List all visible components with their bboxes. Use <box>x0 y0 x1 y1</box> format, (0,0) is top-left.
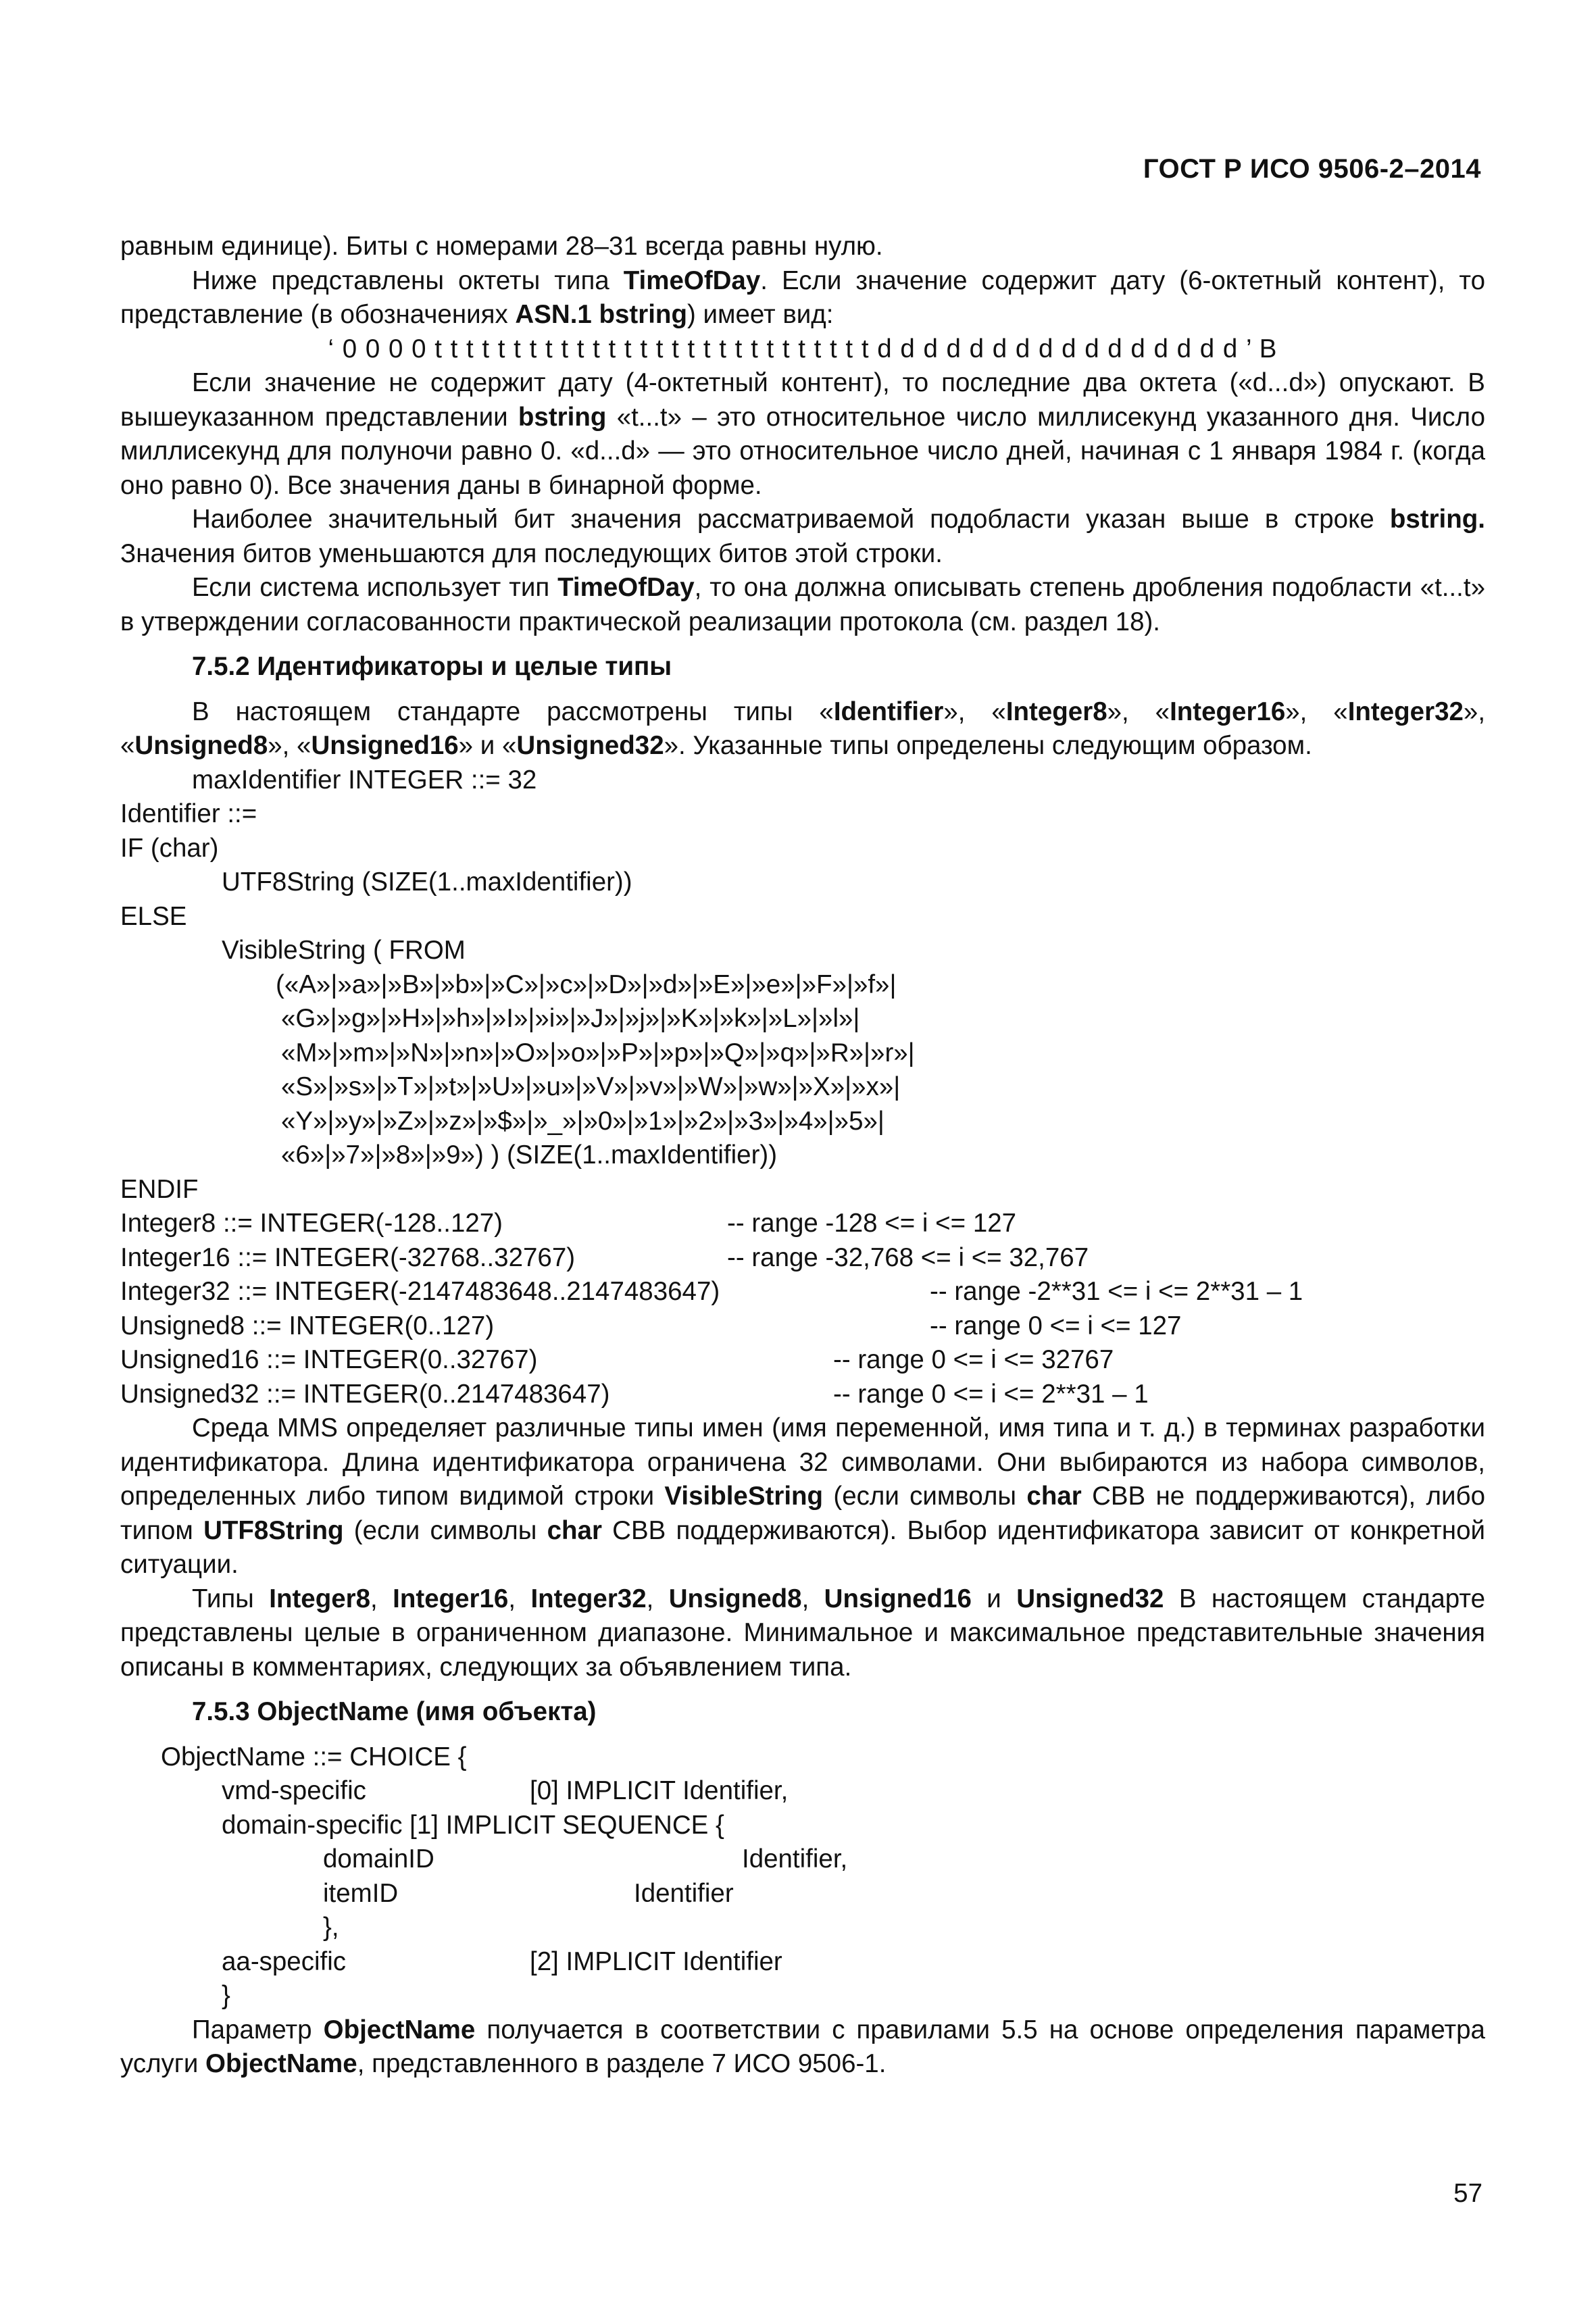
integer-definition-row: Integer16 ::= INTEGER(-32768..32767) -- range -32,768 <= i <= 32,767 <box>120 1242 1089 1272</box>
integer-type-definitions <box>120 1207 1485 1411</box>
code-line: ELSE <box>120 901 187 931</box>
paragraph: Типы Integer8, Integer16, Integer32, Unsigned8, Unsigned16 и Unsigned32 В настоящем стандарте представлены целые в ограниченном диапазоне. Минимальное и максимальное представительные значения описаны в комментариях, следующих за объявлением типа. <box>120 1584 1485 1682</box>
paragraph: Если значение не содержит дату (4-октетный контент), то последние два октета («d...d») опускают. В вышеуказанном представлении bstring «t...t» – это относительное число миллисекунд указанного дня. Число миллисекунд для полуночи равно 0. «d...d» — это относительное число дней, начиная с 1 января 1984 г. (когда оно равно 0). Все значения даны в бинарной форме. <box>120 368 1485 500</box>
paragraph: Параметр ObjectName получается в соответствии с правилами 5.5 на основе определения параметра услуги ObjectName, представленного в разделе 7 ИСО 9506-1. <box>120 2015 1485 2078</box>
code-line: «Y»|»y»|»Z»|»z»|»$»|»_»|»0»|»1»|»2»|»3»|»4»|»5»| <box>281 1106 884 1136</box>
code-line: domain-specific [1] IMPLICIT SEQUENCE { <box>222 1810 724 1840</box>
paragraph: Среда MMS определяет различные типы имен (имя переменной, имя типа и т. д.) в терминах разработки идентификатора. Длина идентификатора ограничена 32 символами. Они выбираются из набора символов, определенных либо типом видимой строки VisibleString (если символы char CBB не поддерживаются), либо типом UTF8String (если символы char CBB поддерживаются). Выбор идентификатора зависит от конкретной ситуации. <box>120 1413 1485 1579</box>
code-line: ObjectName ::= CHOICE { <box>161 1742 467 1771</box>
integer-definition-row: Integer32 ::= INTEGER(-2147483648..2147483647) -- range -2**31 <= i <= 2**31 – 1 <box>120 1277 1303 1306</box>
code-line: domainID Identifier, <box>323 1844 848 1873</box>
section-heading-7-5-3: 7.5.3 ObjectName (имя объекта) <box>192 1697 597 1726</box>
code-line: IF (char) <box>120 833 219 863</box>
code-line: «S»|»s»|»T»|»t»|»U»|»u»|»V»|»v»|»W»|»w»|»X»|»x»| <box>281 1072 901 1101</box>
paragraph: равным единице). Биты с номерами 28–31 всегда равны нулю. <box>120 232 883 261</box>
integer-definition-row: Unsigned8 ::= INTEGER(0..127) -- range 0 <= i <= 127 <box>120 1311 1182 1340</box>
code-line: Identifier ::= <box>120 799 257 828</box>
page-content <box>120 230 1485 2082</box>
code-line: aa-specific [2] IMPLICIT Identifier <box>222 1946 782 1976</box>
code-line: itemID Identifier <box>323 1878 734 1908</box>
code-line: }, <box>323 1913 339 1942</box>
code-line: «M»|»m»|»N»|»n»|»O»|»o»|»P»|»p»|»Q»|»q»|»R»|»r»| <box>281 1038 915 1067</box>
section-heading-7-5-2: 7.5.2 Идентификаторы и целые типы <box>192 652 672 681</box>
paragraph: Если система использует тип TimeOfDay, то она должна описывать степень дробления подобласти «t...t» в утверждении согласованности практической реализации протокола (см. раздел 18). <box>120 573 1485 636</box>
identifier-definition-code <box>120 763 1485 1207</box>
page-number: 57 <box>1453 2179 1482 2208</box>
code-line: «G»|»g»|»H»|»h»|»I»|»i»|»J»|»j»|»K»|»k»|»L»|»l»| <box>281 1004 860 1033</box>
paragraph: В настоящем стандарте рассмотрены типы «Identifier», «Integer8», «Integer16», «Integer32», «Unsigned8», «Unsigned16» и «Unsigned32». Указанные типы определены следующим образом. <box>120 697 1486 760</box>
code-line: maxIdentifier INTEGER ::= 32 <box>192 765 537 795</box>
paragraph: Наиболее значительный бит значения рассматриваемой подобласти указан выше в строке bstring. Значения битов уменьшаются для последующих битов этой строки. <box>120 505 1485 568</box>
code-line: («A»|»a»|»B»|»b»|»C»|»c»|»D»|»d»|»E»|»e»|»F»|»f»| <box>276 970 897 999</box>
code-line: UTF8String (SIZE(1..maxIdentifier)) <box>222 867 632 897</box>
code-line: vmd-specific [0] IMPLICIT Identifier, <box>222 1776 789 1805</box>
integer-definition-row: Unsigned16 ::= INTEGER(0..32767) -- range 0 <= i <= 32767 <box>120 1345 1114 1374</box>
integer-definition-row: Integer8 ::= INTEGER(-128..127) -- range -128 <= i <= 127 <box>120 1209 1017 1238</box>
bstring-representation: ‘ 0 0 0 0 t t t t t t t t t t t t t t t t t t t t t t t t t t t t d d d d d d d d d d d d d d d d ’ B <box>328 334 1278 363</box>
code-line: } <box>222 1981 230 2010</box>
objectname-definition-code <box>120 1740 1485 2013</box>
paragraph: Ниже представлены октеты типа TimeOfDay. Если значение содержит дату (6-октетный контент), то представление (в обозначениях ASN.1 bstring) имеет вид: <box>120 266 1485 329</box>
code-line: VisibleString ( FROM <box>222 936 466 965</box>
code-line: ENDIF <box>120 1174 199 1204</box>
standard-header: ГОСТ Р ИСО 9506-2–2014 <box>1143 154 1481 184</box>
integer-definition-row: Unsigned32 ::= INTEGER(0..2147483647) -- range 0 <= i <= 2**31 – 1 <box>120 1379 1149 1409</box>
code-line: «6»|»7»|»8»|»9») ) (SIZE(1..maxIdentifier)) <box>281 1140 778 1169</box>
